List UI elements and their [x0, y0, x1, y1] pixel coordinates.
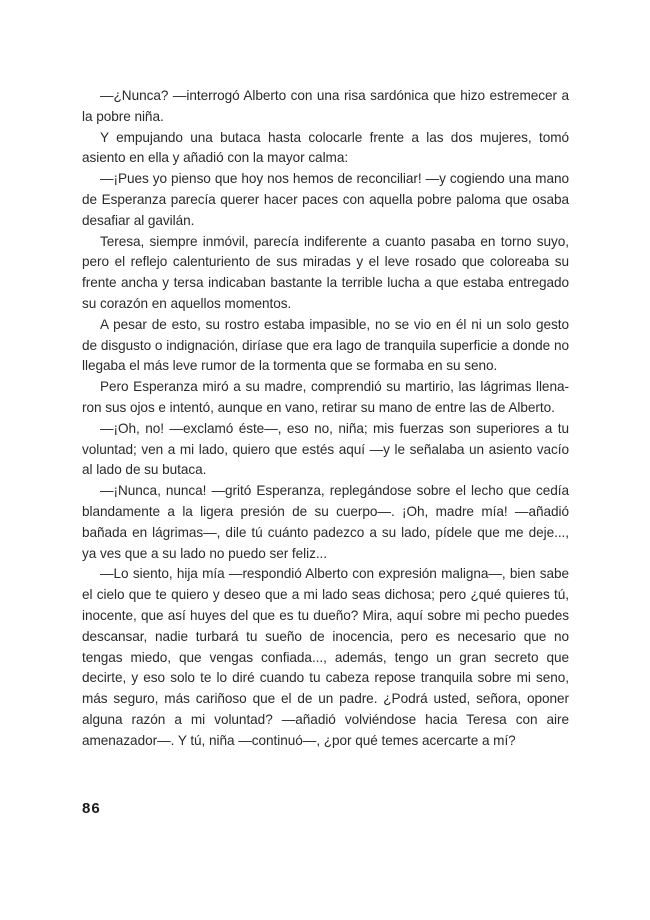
- paragraph: A pesar de esto, su rostro estaba impasible, no se vio en él ni un solo gesto de disgusto o indignación, diríase que era lago de tranquila superficie a donde no llegaba el más leve rumor de la tormenta que se formaba en su seno.: [82, 316, 569, 374]
- page-number: 86: [82, 800, 101, 817]
- page-body: [82, 86, 569, 752]
- paragraph: —¡Nunca, nunca! —gritó Esperanza, replegándose sobre el lecho que cedía blandamente a la ligera presión de su cuerpo—. ¡Oh, madre mía! —añadió bañada en lágrimas—, dile tú cuánto padezco a su lado, pídele que me deje..., ya ves que a su lado no puedo ser feliz...: [82, 483, 569, 561]
- paragraph: —¿Nunca? —interrogó Alberto con una risa sardónica que hizo estremecer a la pobre niña.: [82, 88, 569, 124]
- paragraph: —¡Oh, no! —exclamó éste—, eso no, niña; mis fuerzas son superiores a tu voluntad; ven a mi lado, quiero que estés aquí —y le señalaba un asiento vacío al lado de su butaca.: [82, 420, 569, 478]
- paragraph: —¡Pues yo pienso que hoy nos hemos de reconciliar! —y cogiendo una mano de Esperanza parecía querer hacer paces con aquella pobre paloma que osaba desafiar al gavilán.: [82, 171, 569, 228]
- paragraph: —Lo siento, hija mía —respondió Alberto con expresión maligna—, bien sabe el cielo que te quiero y deseo que a mi lado seas dichosa; pero ¿qué quieres tú, inocente, que así huyes del que es tu dueño? Mira, aquí sobre mi pecho puedes descansar, nadie turbará tu sueño de inocencia, pero es necesario que no tengas miedo, que vengas confiada..., además, tengo un gran secreto que decirte, y eso solo te lo diré cuando tu cabeza repose tranquila sobre mi seno, más seguro, más cariñoso que el de un padre. ¿Podrá usted, señora, oponer alguna razón a mi voluntad? —añadió volviéndose hacia Teresa con aire amenazador—. Y tú, niña —continuó—, ¿por qué temes acercarte a mí?: [82, 566, 569, 748]
- paragraph: Pero Esperanza miró a su madre, comprendió su martirio, las lágrimas llenaron sus ojos e intentó, aunque en vano, retirar su mano de entre las de Alberto.: [82, 379, 569, 415]
- paragraph: Y empujando una butaca hasta colocarle frente a las dos mujeres, tomó asiento en ella y añadió con la mayor calma:: [82, 129, 569, 166]
- paragraph: Teresa, siempre inmóvil, parecía indiferente a cuanto pasaba en torno suyo, pero el reflejo calenturiento de sus miradas y el leve rosado que coloreaba su frente ancha y tersa indicaban bastante la terrible lucha a que estaba entregado su corazón en aquellos momentos.: [82, 233, 569, 311]
